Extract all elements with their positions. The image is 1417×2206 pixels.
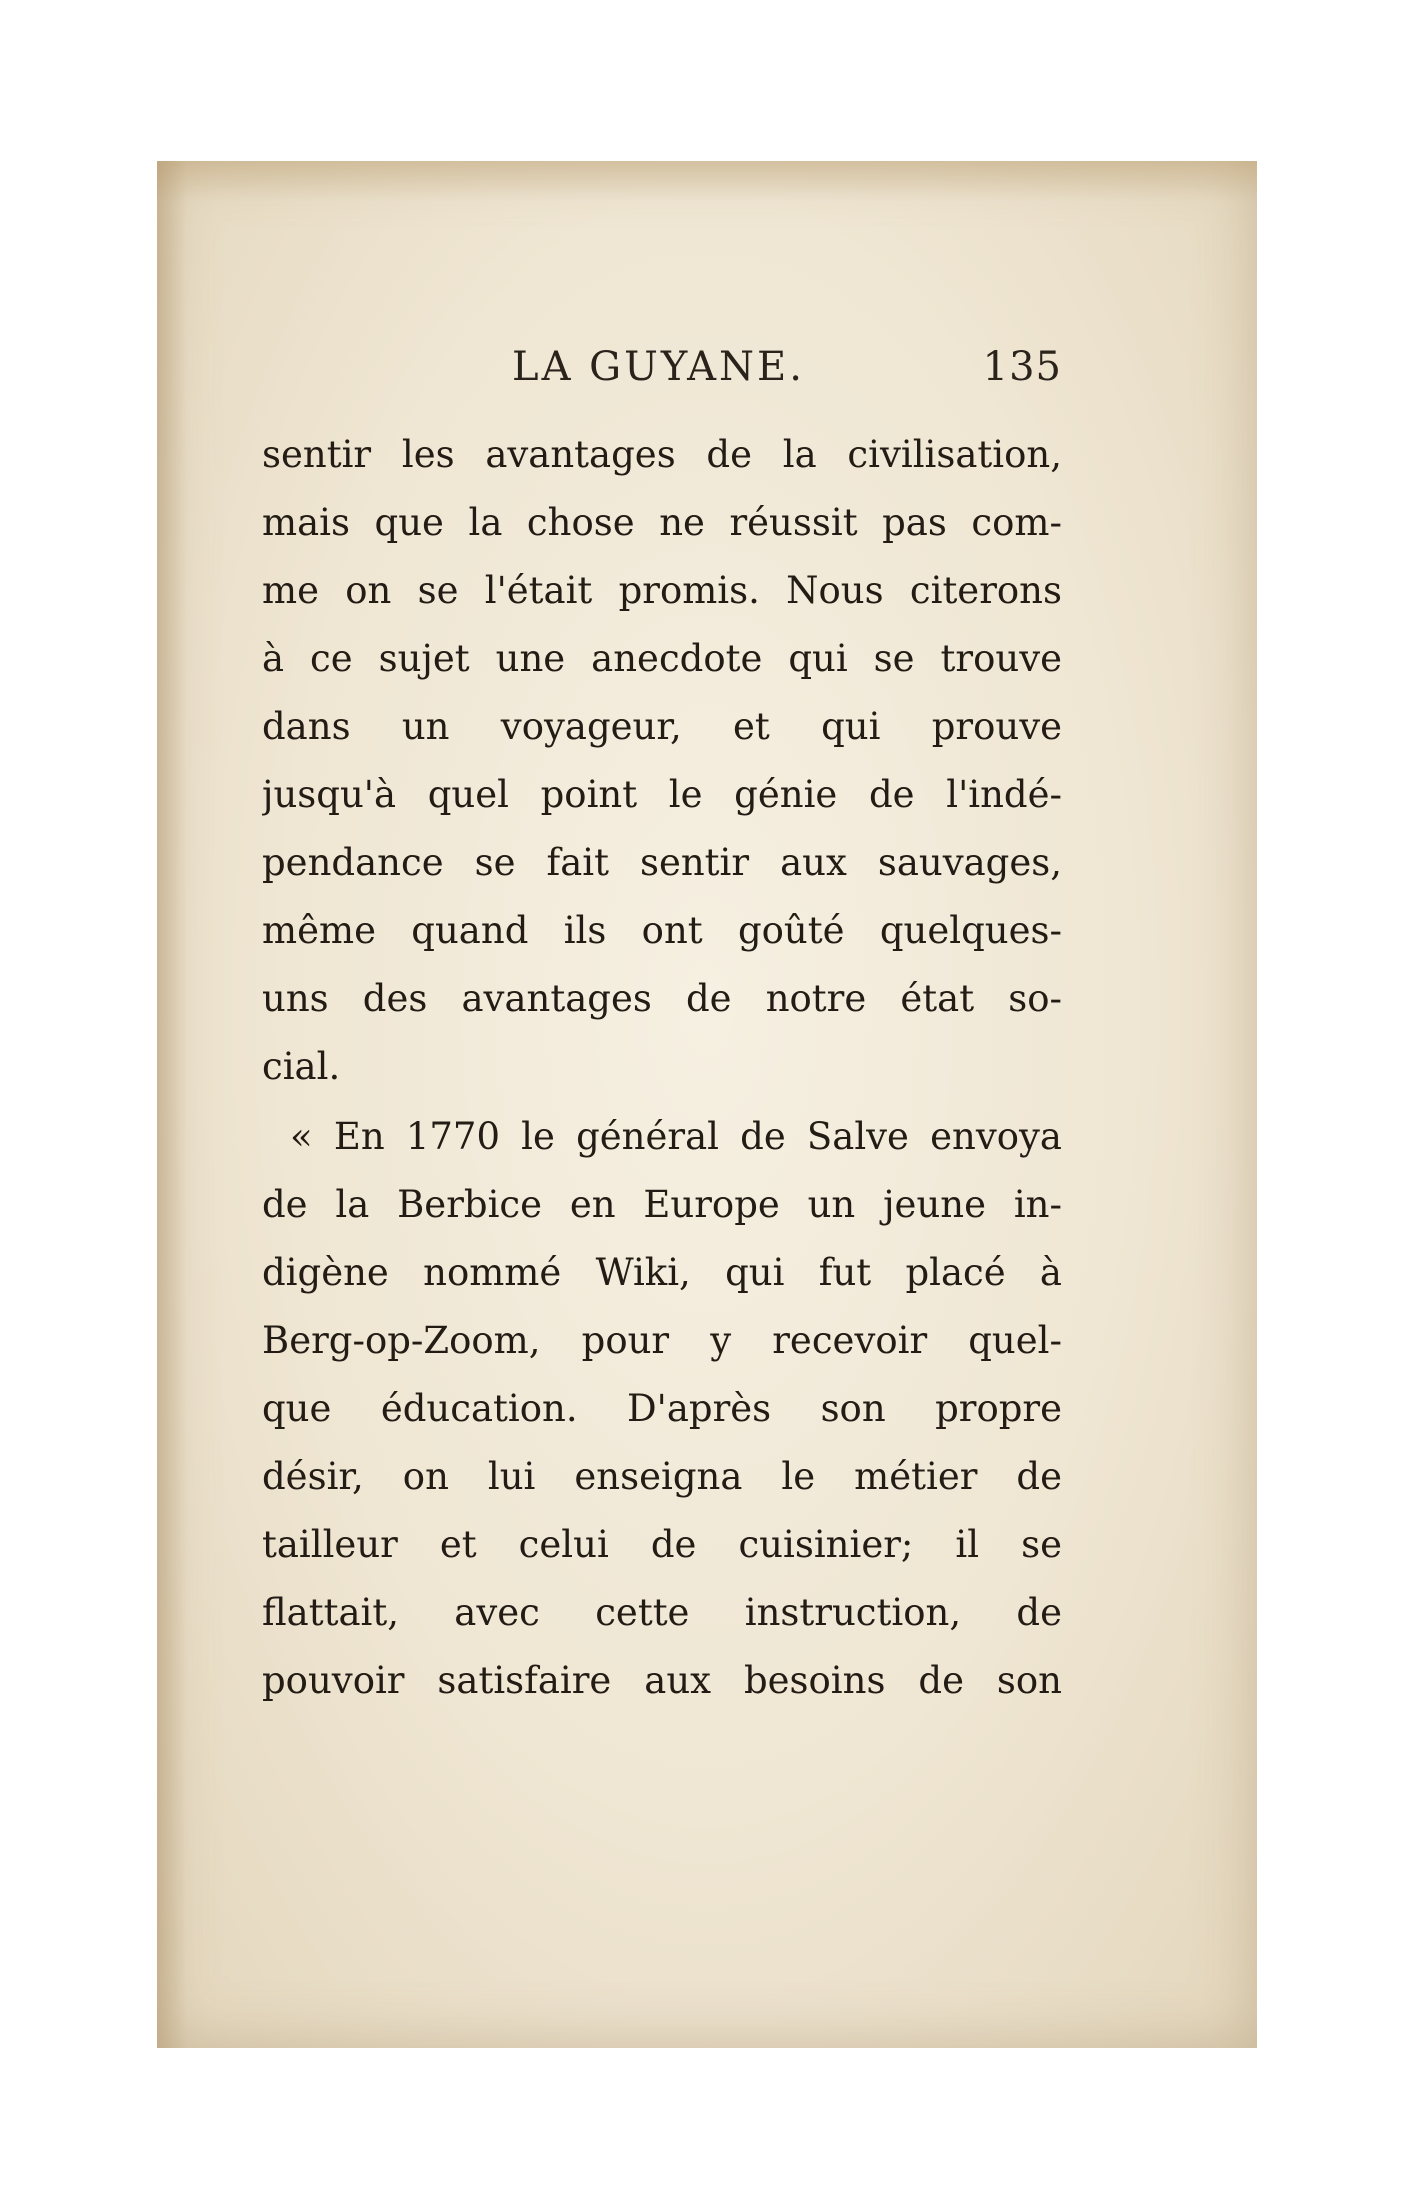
text-line: à ce sujet une anecdote qui se trouve xyxy=(262,637,1062,680)
text-line: dans un voyageur, et qui prouve xyxy=(262,705,1062,748)
text-line: jusqu'à quel point le génie de l'indé- xyxy=(262,773,1062,816)
text-line: Berg-op-Zoom, pour y recevoir quel- xyxy=(262,1319,1062,1362)
page-number: 135 xyxy=(982,344,1062,390)
text-line: que éducation. D'après son propre xyxy=(262,1387,1062,1430)
text-line: tailleur et celui de cuisinier; il se xyxy=(262,1523,1062,1566)
text-line: sentir les avantages de la civilisation, xyxy=(262,433,1062,476)
text-line: même quand ils ont goûté quelques- xyxy=(262,909,1062,952)
text-line: me on se l'était promis. Nous citerons xyxy=(262,569,1062,612)
text-line: digène nommé Wiki, qui fut placé à xyxy=(262,1251,1062,1294)
paragraph xyxy=(262,421,1062,1101)
running-title: LA GUYANE. xyxy=(512,344,805,390)
text-line: uns des avantages de notre état so- xyxy=(262,977,1062,1020)
text-line: pouvoir satisfaire aux besoins de son xyxy=(262,1659,1062,1702)
text-line: de la Berbice en Europe un jeune in- xyxy=(262,1183,1062,1226)
page-header xyxy=(262,336,1062,396)
text-line: mais que la chose ne réussit pas com- xyxy=(262,501,1062,544)
paragraph xyxy=(262,1103,1062,1715)
text-line: désir, on lui enseigna le métier de xyxy=(262,1455,1062,1498)
text-line: « En 1770 le général de Salve envoya xyxy=(290,1115,1062,1158)
book-page xyxy=(157,161,1257,2048)
text-line: flattait, avec cette instruction, de xyxy=(262,1591,1062,1634)
text-line: pendance se fait sentir aux sauvages, xyxy=(262,841,1062,884)
text-line: cial. xyxy=(262,1045,341,1088)
body-text xyxy=(262,421,1062,1715)
